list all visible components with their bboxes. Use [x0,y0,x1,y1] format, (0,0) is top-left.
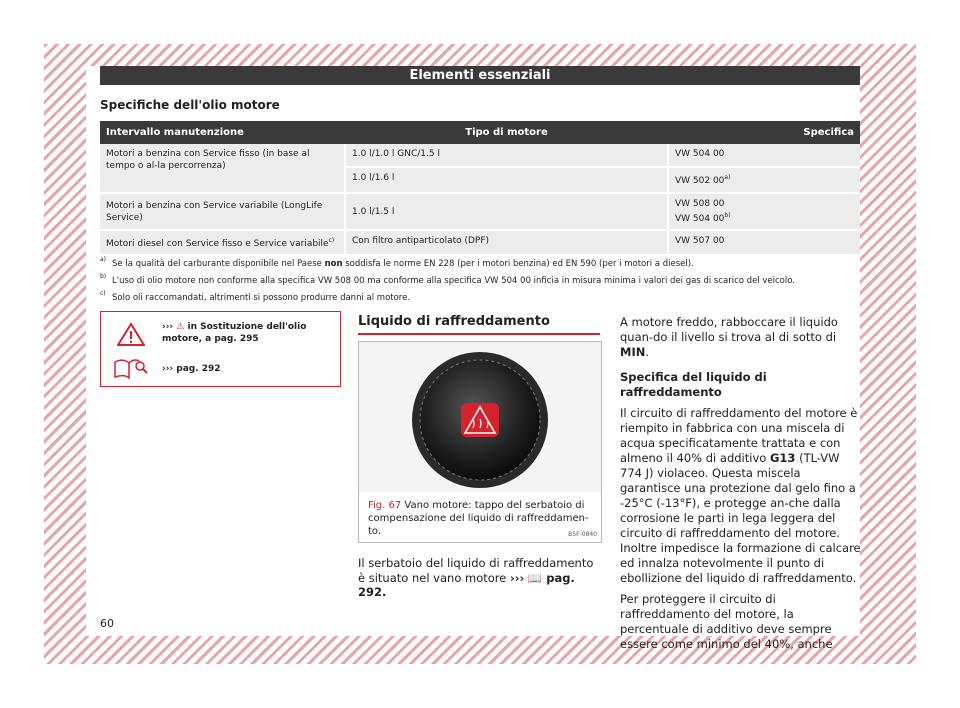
book-inline-icon: 📖 [527,570,543,585]
paragraph-text: Il circuito di raffreddamento del motore è riempito in fabbrica con una miscela di acqua specificatamente trattata e con almeno il 40% di additivo [620,406,858,465]
page-number: 60 [100,617,114,630]
subheading: Specifica del liquido di raffreddamento [620,370,767,399]
footnote-mark: b) [100,273,107,280]
warning-icon [117,322,145,346]
cell-interval: Motori a benzina con Service variabile (LongLife Service) [100,193,345,230]
footnotes [100,256,860,307]
title-rule [358,333,600,335]
footnote-mark: c) [328,237,335,244]
cell-spec: VW 507 00 [668,230,860,255]
table-row [100,144,860,167]
cell-interval [100,144,345,193]
table-row [100,193,860,230]
coolant-location-text [358,556,600,600]
coolant-title: Liquido di raffreddamento [358,314,550,329]
footnote-mark: b) [724,212,731,219]
warning-inline-icon: ⚠ [176,322,185,332]
paragraph-text: . [645,345,650,359]
caption-text: Vano motore: tappo del serbatoio di compensazione del liquido di raffreddamen-to. [368,500,589,537]
footnote [100,273,860,290]
cell-spec [668,193,860,230]
header-interval: Intervallo manutenzione [100,121,345,144]
paragraph [620,315,862,360]
coolant-cap-image [359,342,601,492]
cell-text: Motori diesel con Service fisso e Service variabile [106,239,329,249]
spec-text: VW 502 00 [675,175,725,186]
cell-engine: 1.0 l/1.6 l [345,167,668,193]
cell-engine: Con filtro antiparticolato (DPF) [345,230,668,255]
page-header: Elementi essenziali [100,66,860,85]
table-header-row [100,121,860,144]
paragraph-text: A motore freddo, rabboccare il liquido quan-do il livello si trova al di sotto di [620,315,838,344]
footnote-text: Se la qualità del carburante disponibile nel Paese [112,259,325,269]
oil-spec-table [100,121,860,256]
book-icon [113,358,149,380]
paragraph: Per proteggere il circuito di raffreddamento del motore, la percentuale di additivo deve sempre essere come minimo del 40%, anche [620,592,833,651]
footnote [100,290,860,307]
section-title: Specifiche dell'olio motore [100,98,280,112]
spec-text: VW 504 00 [675,214,725,224]
cell-text: Motori a benzina con Service fisso (in base al tempo o al-la percorrenza) [106,149,310,171]
footnote-text: soddisfa le norme EN 228 (per i motori benzina) ed EN 590 (per i motori a diesel). [342,259,694,269]
cell-spec: VW 504 00 [668,144,860,167]
figure-caption [368,499,594,538]
reference-text: pag. 292 [173,364,221,374]
paragraph-text: (TL-VW 774 J) violaceo. Questa miscela garantisce una protezione dal gelo fino a -25°C (-13°F), e protegge an-che dalla corrosione le parti in lega leggera del circuito di raffreddamento del motore. Inoltre impedisce la formazione di calcare ed innalza notevolmente il punto di ebollizione del liquido di raffreddamento. [620,451,861,585]
body-text: Il serbatoio del liquido di raffreddamento è situato nel vano motore [358,556,594,585]
additive-name: G13 [769,451,796,465]
min-mark: MIN [620,345,646,359]
figure-label: Fig. 67 [368,500,402,511]
reference-text: in Sostituzione dell'olio motore, a pag. 295 [162,322,307,344]
cell-engine: 1.0 l/1.5 l [345,193,668,230]
footnote-mark: a) [100,256,107,263]
footnote-text: Solo oli raccomandati, altrimenti si possono produrre danni al motore. [112,293,411,303]
footnote-mark: a) [724,173,731,181]
cell-interval [100,230,345,255]
table-row [100,230,860,255]
header-spec: Specifica [668,121,860,144]
page-reference[interactable]: pag. 292. [358,570,575,599]
coolant-spec-column [620,315,862,658]
cell-spec [668,167,860,193]
arrows: ››› [510,570,525,585]
footnote [100,256,860,273]
header-engine: Tipo di motore [345,121,668,144]
paragraph [620,406,862,586]
footnote-bold: non [324,259,343,269]
arrows: ››› [162,322,174,332]
footnote-text: L'uso di olio motore non conforme alla specifica VW 508 00 ma conforme alla specifica VW 504 00 inficia in misura minima i valori dei gas di scarico del veicolo. [112,276,795,286]
footnote-mark: c) [100,290,106,297]
figure-code: B5F-0840 [568,531,597,538]
reference-link-oil-change[interactable] [162,321,332,345]
cell-engine: 1.0 l/1.0 l GNC/1.5 l [345,144,668,167]
reference-box [100,311,341,387]
spec-text: VW 508 00 [675,199,725,209]
arrows: ››› [162,364,174,374]
reference-link-page[interactable] [162,364,221,374]
